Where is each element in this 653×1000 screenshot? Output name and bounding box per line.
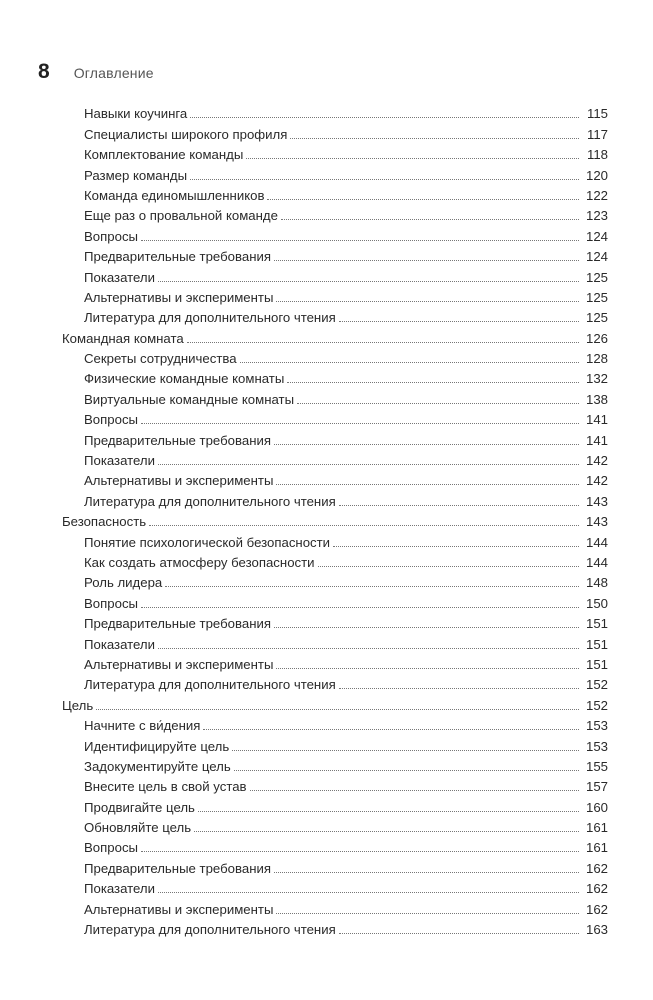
toc-section-entry (62, 469, 608, 489)
toc-section-entry (62, 408, 608, 428)
toc-entry-page-number: 152 (585, 697, 608, 713)
running-title: Оглавление (73, 65, 154, 81)
toc-entry-page-number: 150 (585, 595, 608, 611)
toc-entry-page-number: 161 (585, 840, 608, 856)
toc-section-entry (62, 265, 608, 285)
dot-leader (194, 831, 579, 832)
dot-leader (141, 240, 579, 241)
toc-entry-title: Понятие психологической безопасности (84, 534, 331, 550)
toc-entry-title: Виртуальные командные комнаты (84, 391, 295, 407)
dot-leader (141, 851, 579, 852)
page-header (38, 60, 154, 84)
toc-section-entry (62, 224, 608, 244)
toc-section-entry (62, 673, 608, 693)
toc-section-entry (62, 734, 608, 754)
toc-entry-page-number: 123 (585, 208, 608, 224)
page-number: 8 (38, 60, 50, 83)
toc-entry-page-number: 152 (585, 677, 608, 693)
dot-leader (232, 750, 579, 751)
dot-leader (96, 709, 579, 710)
dot-leader (198, 811, 579, 812)
toc-entry-title: Команда единомышленников (84, 187, 265, 203)
toc-entry-title: Роль лидера (84, 575, 163, 591)
dot-leader (274, 872, 579, 873)
toc-entry-title: Литература для дополнительного чтения (84, 677, 336, 693)
toc-section-entry (62, 184, 608, 204)
toc-entry-title: Вопросы (84, 228, 139, 244)
toc-entry-title: Безопасность (62, 514, 147, 530)
toc-entry-page-number: 138 (585, 391, 608, 407)
toc-entry-page-number: 118 (586, 147, 608, 163)
toc-entry-title: Еще раз о провальной команде (84, 208, 278, 224)
toc-entry-page-number: 148 (585, 575, 608, 591)
dot-leader (339, 933, 579, 934)
toc-section-entry (62, 551, 608, 571)
dot-leader (290, 138, 579, 139)
toc-entry-page-number: 153 (585, 738, 608, 754)
dot-leader (274, 444, 579, 445)
dot-leader (339, 321, 579, 322)
toc-section-entry (62, 897, 608, 917)
toc-entry-title: Обновляйте цель (84, 820, 192, 836)
toc-entry-page-number: 162 (585, 860, 608, 876)
toc-entry-page-number: 124 (585, 228, 608, 244)
toc-entry-title: Литература для дополнительного чтения (84, 922, 336, 938)
toc-section-entry (62, 877, 608, 897)
toc-entry-title: Вопросы (84, 595, 139, 611)
toc-entry-title: Предварительные требования (84, 249, 271, 265)
toc-entry-page-number: 162 (585, 881, 608, 897)
table-of-contents (62, 102, 608, 938)
toc-entry-page-number: 151 (585, 636, 608, 652)
toc-entry-title: Литература для дополнительного чтения (84, 310, 336, 326)
toc-section-entry (62, 286, 608, 306)
toc-entry-title: Альтернативы и эксперименты (84, 901, 274, 917)
toc-entry-page-number: 160 (585, 799, 608, 815)
toc-entry-title: Вопросы (84, 412, 139, 428)
toc-section-entry (62, 632, 608, 652)
toc-entry-page-number: 143 (585, 493, 608, 509)
dot-leader (141, 607, 579, 608)
toc-entry-page-number: 144 (585, 534, 608, 550)
toc-entry-title: Предварительные требования (84, 432, 271, 448)
toc-section-entry (62, 714, 608, 734)
toc-section-entry (62, 836, 608, 856)
toc-section-entry (62, 163, 608, 183)
toc-entry-page-number: 141 (585, 412, 608, 428)
dot-leader (190, 179, 579, 180)
toc-entry-page-number: 162 (585, 901, 608, 917)
dot-leader (287, 382, 579, 383)
dot-leader (187, 342, 579, 343)
toc-section-entry (62, 612, 608, 632)
toc-entry-page-number: 155 (585, 758, 608, 774)
toc-entry-page-number: 128 (585, 351, 608, 367)
dot-leader (203, 729, 579, 730)
toc-entry-page-number: 124 (585, 249, 608, 265)
toc-entry-page-number: 163 (585, 922, 608, 938)
toc-entry-page-number: 144 (585, 554, 608, 570)
toc-entry-title: Внесите цель в свой устав (84, 779, 247, 795)
toc-entry-title: Показатели (84, 881, 155, 897)
toc-section-entry (62, 856, 608, 876)
toc-section-entry (62, 530, 608, 550)
toc-section-entry (62, 489, 608, 509)
toc-entry-title: Альтернативы и эксперименты (84, 289, 274, 305)
dot-leader (158, 648, 579, 649)
toc-entry-title: Цель (62, 697, 94, 713)
toc-entry-title: Литература для дополнительного чтения (84, 493, 336, 509)
toc-section-entry (62, 653, 608, 673)
toc-entry-title: Комплектование команды (84, 147, 244, 163)
dot-leader (141, 423, 579, 424)
dot-leader (190, 117, 579, 118)
toc-entry-title: Начните с ви́дения (84, 718, 201, 734)
toc-section-entry (62, 204, 608, 224)
dot-leader (250, 790, 579, 791)
toc-entry-title: Альтернативы и эксперименты (84, 656, 274, 672)
toc-entry-title: Показатели (84, 453, 155, 469)
toc-section-entry (62, 122, 608, 142)
toc-entry-title: Идентифицируйте цель (84, 738, 230, 754)
dot-leader (240, 362, 579, 363)
dot-leader (246, 158, 579, 159)
dot-leader (339, 505, 579, 506)
dot-leader (149, 525, 579, 526)
dot-leader (158, 464, 579, 465)
toc-entry-title: Показатели (84, 636, 155, 652)
dot-leader (158, 281, 579, 282)
toc-entry-title: Задокументируйте цель (84, 758, 231, 774)
toc-chapter-entry (62, 693, 608, 713)
dot-leader (165, 586, 579, 587)
dot-leader (339, 688, 579, 689)
toc-section-entry (62, 428, 608, 448)
toc-entry-page-number: 157 (585, 779, 608, 795)
toc-entry-title: Командная комната (62, 330, 184, 346)
dot-leader (333, 546, 579, 547)
toc-entry-title: Как создать атмосферу безопасности (84, 554, 315, 570)
toc-section-entry (62, 143, 608, 163)
toc-section-entry (62, 306, 608, 326)
toc-entry-title: Показатели (84, 269, 155, 285)
toc-entry-page-number: 126 (585, 330, 608, 346)
toc-section-entry (62, 387, 608, 407)
toc-entry-title: Альтернативы и эксперименты (84, 473, 274, 489)
toc-entry-page-number: 125 (585, 269, 608, 285)
toc-entry-title: Предварительные требования (84, 616, 271, 632)
toc-section-entry (62, 591, 608, 611)
toc-entry-page-number: 151 (585, 656, 608, 672)
toc-section-entry (62, 795, 608, 815)
toc-entry-title: Секреты сотрудничества (84, 351, 237, 367)
dot-leader (274, 627, 579, 628)
dot-leader (274, 260, 579, 261)
dot-leader (276, 484, 579, 485)
toc-entry-title: Вопросы (84, 840, 139, 856)
toc-entry-page-number: 115 (586, 106, 608, 122)
dot-leader (281, 219, 579, 220)
toc-section-entry (62, 367, 608, 387)
toc-chapter-entry (62, 326, 608, 346)
toc-entry-page-number: 125 (585, 289, 608, 305)
toc-section-entry (62, 775, 608, 795)
dot-leader (297, 403, 579, 404)
dot-leader (276, 913, 579, 914)
toc-entry-page-number: 125 (585, 310, 608, 326)
toc-entry-page-number: 151 (585, 616, 608, 632)
toc-entry-page-number: 122 (585, 187, 608, 203)
toc-entry-page-number: 143 (585, 514, 608, 530)
toc-entry-page-number: 117 (586, 126, 608, 142)
toc-section-entry (62, 102, 608, 122)
dot-leader (318, 566, 579, 567)
toc-entry-page-number: 132 (585, 371, 608, 387)
dot-leader (234, 770, 579, 771)
toc-entry-page-number: 141 (585, 432, 608, 448)
toc-entry-title: Физические командные комнаты (84, 371, 285, 387)
toc-section-entry (62, 571, 608, 591)
toc-entry-title: Специалисты широкого профиля (84, 126, 288, 142)
toc-entry-title: Навыки коучинга (84, 106, 188, 122)
toc-entry-page-number: 142 (585, 453, 608, 469)
dot-leader (276, 668, 579, 669)
toc-section-entry (62, 816, 608, 836)
toc-entry-page-number: 153 (585, 718, 608, 734)
toc-entry-title: Предварительные требования (84, 860, 271, 876)
dot-leader (267, 199, 579, 200)
toc-entry-page-number: 142 (585, 473, 608, 489)
toc-entry-title: Размер команды (84, 167, 188, 183)
toc-entry-page-number: 161 (585, 820, 608, 836)
toc-section-entry (62, 449, 608, 469)
toc-entry-page-number: 120 (585, 167, 608, 183)
toc-section-entry (62, 245, 608, 265)
toc-entry-title: Продвигайте цель (84, 799, 195, 815)
toc-section-entry (62, 755, 608, 775)
dot-leader (276, 301, 579, 302)
toc-chapter-entry (62, 510, 608, 530)
toc-section-entry (62, 918, 608, 938)
dot-leader (158, 892, 579, 893)
toc-section-entry (62, 347, 608, 367)
